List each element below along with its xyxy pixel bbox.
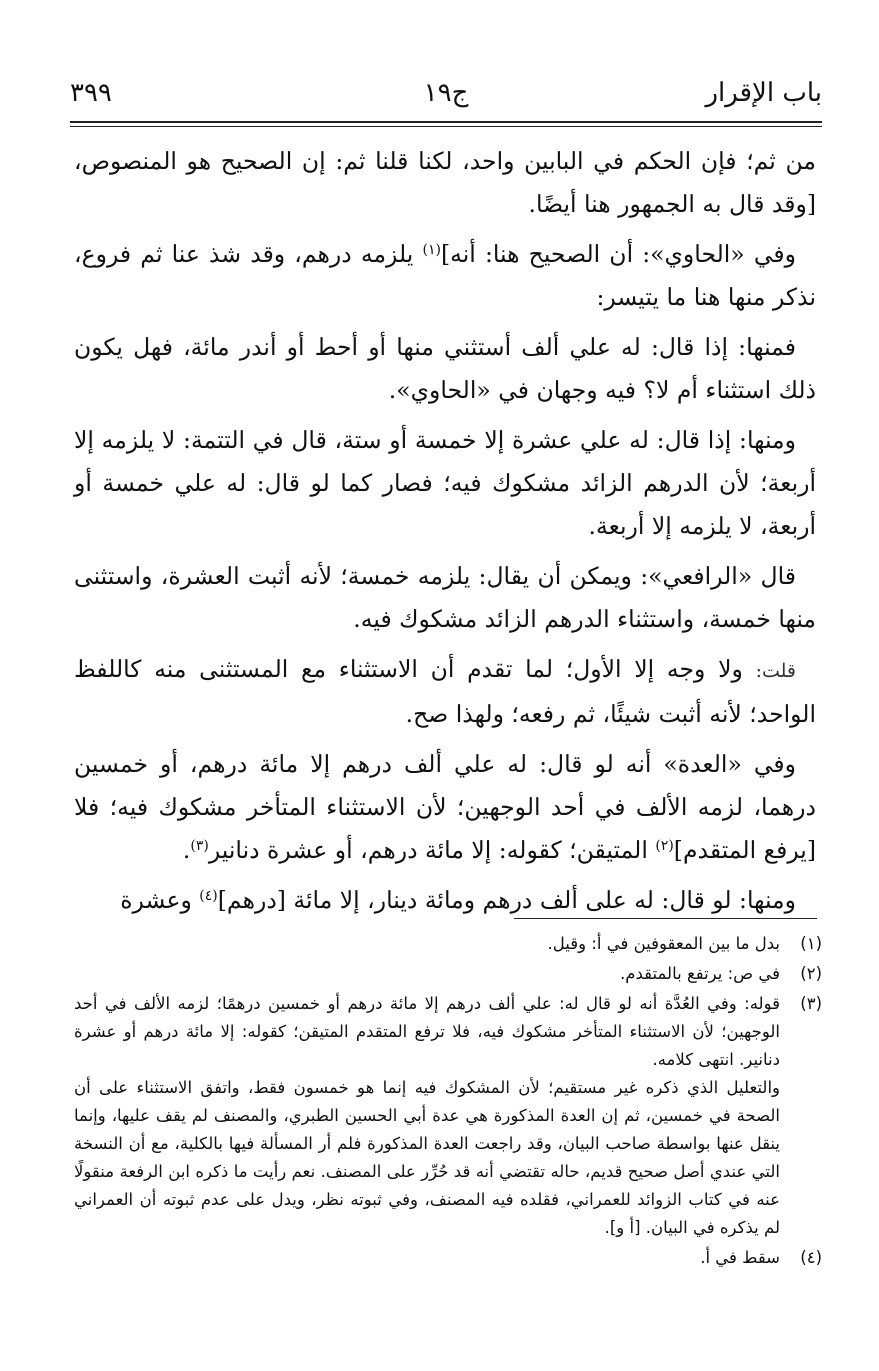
running-header (70, 78, 822, 118)
footnote (74, 1244, 822, 1272)
footnote-ref: (١) (422, 242, 441, 258)
paragraph-text: قال «الرافعي»: ويمكن أن يقال: يلزمه خمسة؛ لأنه أثبت العشرة، واستثنى منها خمسة، واستثناء الدرهم الزائد مشكوك فيه. (74, 562, 816, 633)
footnote-ref: (٢) (655, 838, 674, 854)
header-rule-thin (70, 126, 822, 127)
footnotes (74, 930, 822, 1272)
paragraph (74, 879, 816, 922)
footnote-text: سقط في أ. (700, 1248, 780, 1267)
footnote-body (74, 990, 780, 1242)
footnote-number: (٣) (800, 994, 822, 1013)
footnote-text: قوله: وفي العُدَّة أنه لو قال له: علي ألف درهم إلا مائة درهم أو خمسين درهمًا؛ لزمه الألف في أحد الوجهين؛ لأن الاستثناء المتأخر مشكوك فيه، فلا ترفع المتقدم المتيقن؛ كقوله: إلا مائة درهم أو عشرة دنانير. انتهى كلامه. (74, 994, 780, 1069)
paragraph (74, 419, 816, 548)
footnote (74, 960, 822, 988)
footnote-text: بدل ما بين المعقوفين في أ: وقيل. (547, 934, 780, 953)
paragraph (74, 743, 816, 872)
paragraph (74, 233, 816, 319)
footnote-number: (٢) (800, 964, 822, 983)
footnote-separator (514, 918, 817, 919)
paragraph-text: يلزمه درهم، وقد شذ عنا ثم فروع، نذكر منها هنا ما يتيسر: (74, 240, 816, 311)
qult-marker: قلت: (755, 660, 796, 682)
footnote-number: (١) (800, 934, 822, 953)
footnote-text: في ص: يرتفع بالمتقدم. (620, 964, 780, 983)
volume-label: ج١٩ (423, 78, 469, 108)
paragraph (74, 326, 816, 412)
footnote (74, 930, 822, 958)
paragraph-text: وفي «الحاوي»: أن الصحيح هنا: أنه] (440, 240, 796, 268)
page-number: ٣٩٩ (70, 78, 112, 108)
main-text (74, 140, 816, 929)
paragraph (74, 555, 816, 641)
footnote-ref: (٤) (199, 888, 218, 904)
chapter-title: باب الإقرار (705, 78, 822, 108)
footnote-text: والتعليل الذي ذكره غير مستقيم؛ لأن المشكوك فيه إنما هو خمسون فقط، واتفق الاستثناء على أن الصحة في خمسين، ثم إن العدة المذكورة هي عدة أبي الحسين الطبري، والمصنف لم يقف عليها، وإنما ينقل عنها بواسطة صاحب البيان، وقد راجعت العدة المذكورة فلم أر المسألة فيها بالكلية، مع أن النسخة التي عندي أصل صحيح قديم، حاله تقتضي أنه قد حُرِّر على المصنف. نعم رأيت ما ذكره ابن الرفعة منقولًا عنه في كتاب الزوائد للعمراني، فقلده فيه المصنف، وفي ثبوته نظر، ويدل على عدم ثبوته أن العمراني لم يذكره في البيان. [أ و]. (74, 1078, 780, 1237)
paragraph-text: . (182, 836, 191, 864)
paragraph-text: ومنها: لو قال: له على ألف درهم ومائة دينار، إلا مائة [درهم] (217, 886, 796, 914)
footnote-number: (٤) (800, 1248, 822, 1267)
paragraph-text: فمنها: إذا قال: له علي ألف أستثني منها أو أحط أو أندر مائة، فهل يكون ذلك استثناء أم لا؟ فيه وجهان في «الحاوي». (74, 333, 816, 404)
footnote-ref: (٣) (190, 838, 209, 854)
paragraph-text: وعشرة (120, 886, 200, 914)
paragraph-text: ومنها: إذا قال: له علي عشرة إلا خمسة أو ستة، قال في التتمة: لا يلزمه إلا أربعة؛ لأن الدرهم الزائد مشكوك فيه؛ فصار كما لو قال: له علي خمسة أو أربعة، لا يلزمه إلا أربعة. (74, 426, 816, 540)
paragraph-text: وفي «العدة» أنه لو قال: له علي ألف درهم إلا مائة درهم، أو خمسين درهما، لزمه الألف في أحد الوجهين؛ لأن الاستثناء المتأخر مشكوك فيه؛ فلا [يرفع المتقدم] (74, 750, 816, 864)
paragraph (74, 648, 816, 736)
paragraph-text: من ثم؛ فإن الحكم في البابين واحد، لكنا قلنا ثم: إن الصحيح هو المنصوص، [وقد قال به الجمهور هنا أيضًا. (74, 147, 816, 218)
header-rule-thick (70, 121, 822, 123)
paragraph-text: المتيقن؛ كقوله: إلا مائة درهم، أو عشرة دنانير (208, 836, 656, 864)
paragraph-text: ولا وجه إلا الأول؛ لما تقدم أن الاستثناء مع المستثنى منه كاللفظ الواحد؛ لأنه أثبت شيئًا، ثم رفعه؛ ولهذا صح. (74, 655, 816, 728)
footnote (74, 990, 822, 1242)
paragraph (74, 140, 816, 226)
